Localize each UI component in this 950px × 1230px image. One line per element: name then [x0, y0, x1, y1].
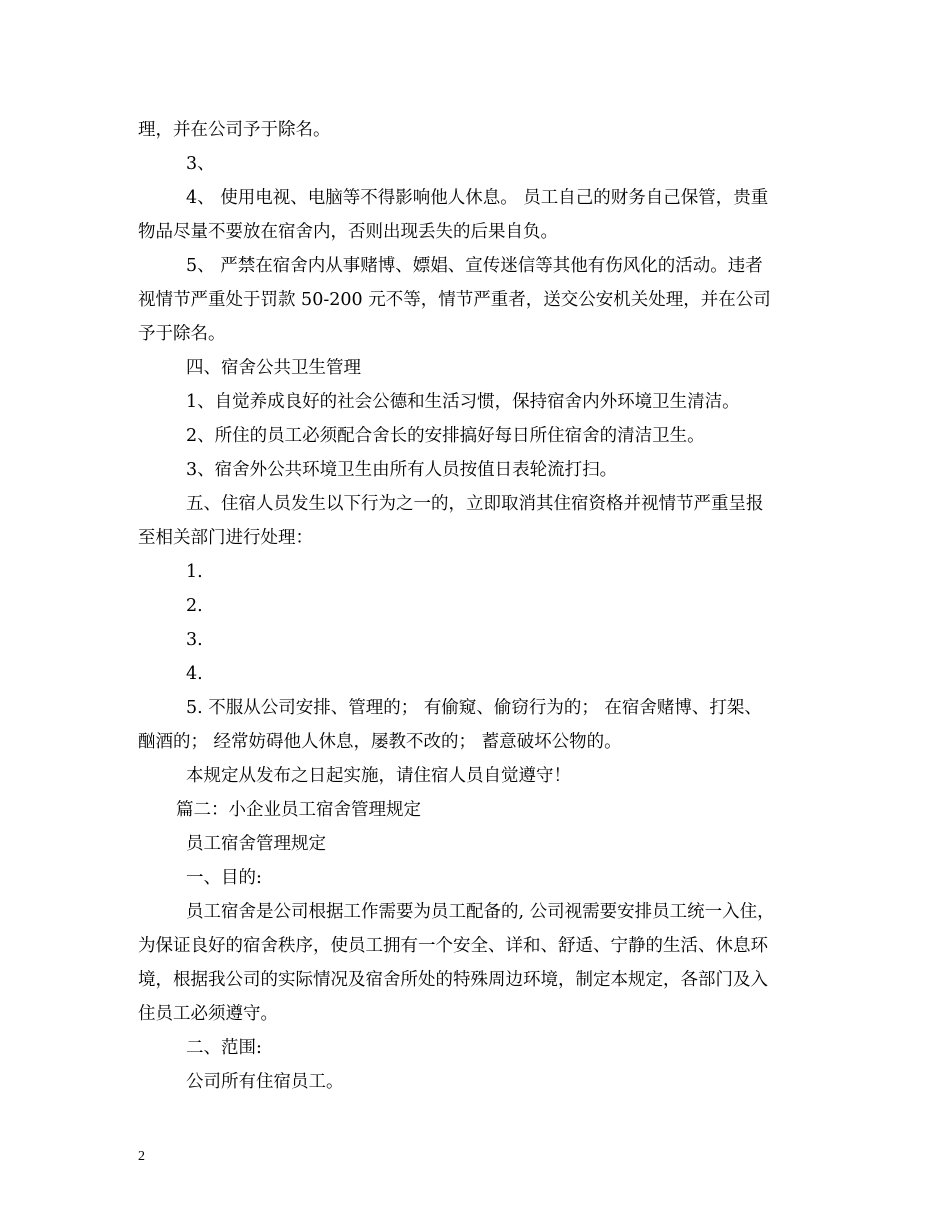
text-line: 住员工必须遵守。: [138, 1004, 278, 1024]
text-line: 3、: [186, 154, 215, 174]
text-line: 2、所住的员工必须配合舍长的安排搞好每日所住宿舍的清洁卫生。: [186, 426, 705, 446]
text-line: 物品尽量不要放在宿舍内，否则出现丢失的后果自负。: [138, 222, 558, 242]
text-line: 3、宿舍外公共环境卫生由所有人员按值日表轮流打扫。: [186, 460, 618, 480]
list-number: 1.: [186, 562, 203, 582]
text-line: 为保证良好的宿舍秩序，使员工拥有一个安全、详和、舒适、宁静的生活、休息环: [138, 936, 768, 956]
article-title: 篇二：小企业员工宿舍管理规定: [176, 800, 421, 820]
text-line: 视情节严重处于罚款 50-200 元不等，情节严重者，送交公安机关处理，并在公司: [138, 290, 771, 310]
text-line: 员工宿舍是公司根据工作需要为员工配备的, 公司视需要安排员工统一入住，: [186, 902, 775, 922]
list-number: 2.: [186, 596, 203, 616]
text-line: 酗酒的； 经常妨碍他人休息，屡教不改的； 蓄意破坏公物的。: [138, 732, 622, 752]
text-line: 5. 不服从公司安排、管理的； 有偷窥、偷窃行为的； 在宿舍赌博、打架、: [186, 698, 762, 718]
section-heading: 一、目的:: [186, 868, 262, 888]
text-line: 本规定从发布之日起实施，请住宿人员自觉遵守！: [186, 766, 571, 786]
text-line: 1、自觉养成良好的社会公德和生活习惯，保持宿舍内外环境卫生清洁。: [186, 392, 740, 412]
text-line: 理，并在公司予于除名。: [138, 120, 331, 140]
list-number: 3.: [186, 630, 203, 650]
section-heading: 五、住宿人员发生以下行为之一的，立即取消其住宿资格并视情节严重呈报: [186, 494, 764, 514]
text-line: 5、 严禁在宿舍内从事赌博、嫖娼、宣传迷信等其他有伤风化的活动。违者: [186, 256, 763, 276]
page-number: 2: [138, 1149, 145, 1164]
text-line: 公司所有住宿员工。: [186, 1072, 344, 1092]
text-line: 予于除名。: [138, 324, 226, 344]
text-line: 4、 使用电视、电脑等不得影响他人休息。 员工自己的财务自己保管，贵重: [186, 188, 769, 208]
text-line: 至相关部门进行处理：: [138, 528, 313, 548]
document-title: 员工宿舍管理规定: [186, 834, 326, 854]
section-heading: 四、宿舍公共卫生管理: [186, 358, 361, 378]
text-line: 境，根据我公司的实际情况及宿舍所处的特殊周边环境，制定本规定，各部门及入: [138, 970, 768, 990]
list-number: 4.: [186, 664, 203, 684]
section-heading: 二、范围:: [186, 1038, 262, 1058]
